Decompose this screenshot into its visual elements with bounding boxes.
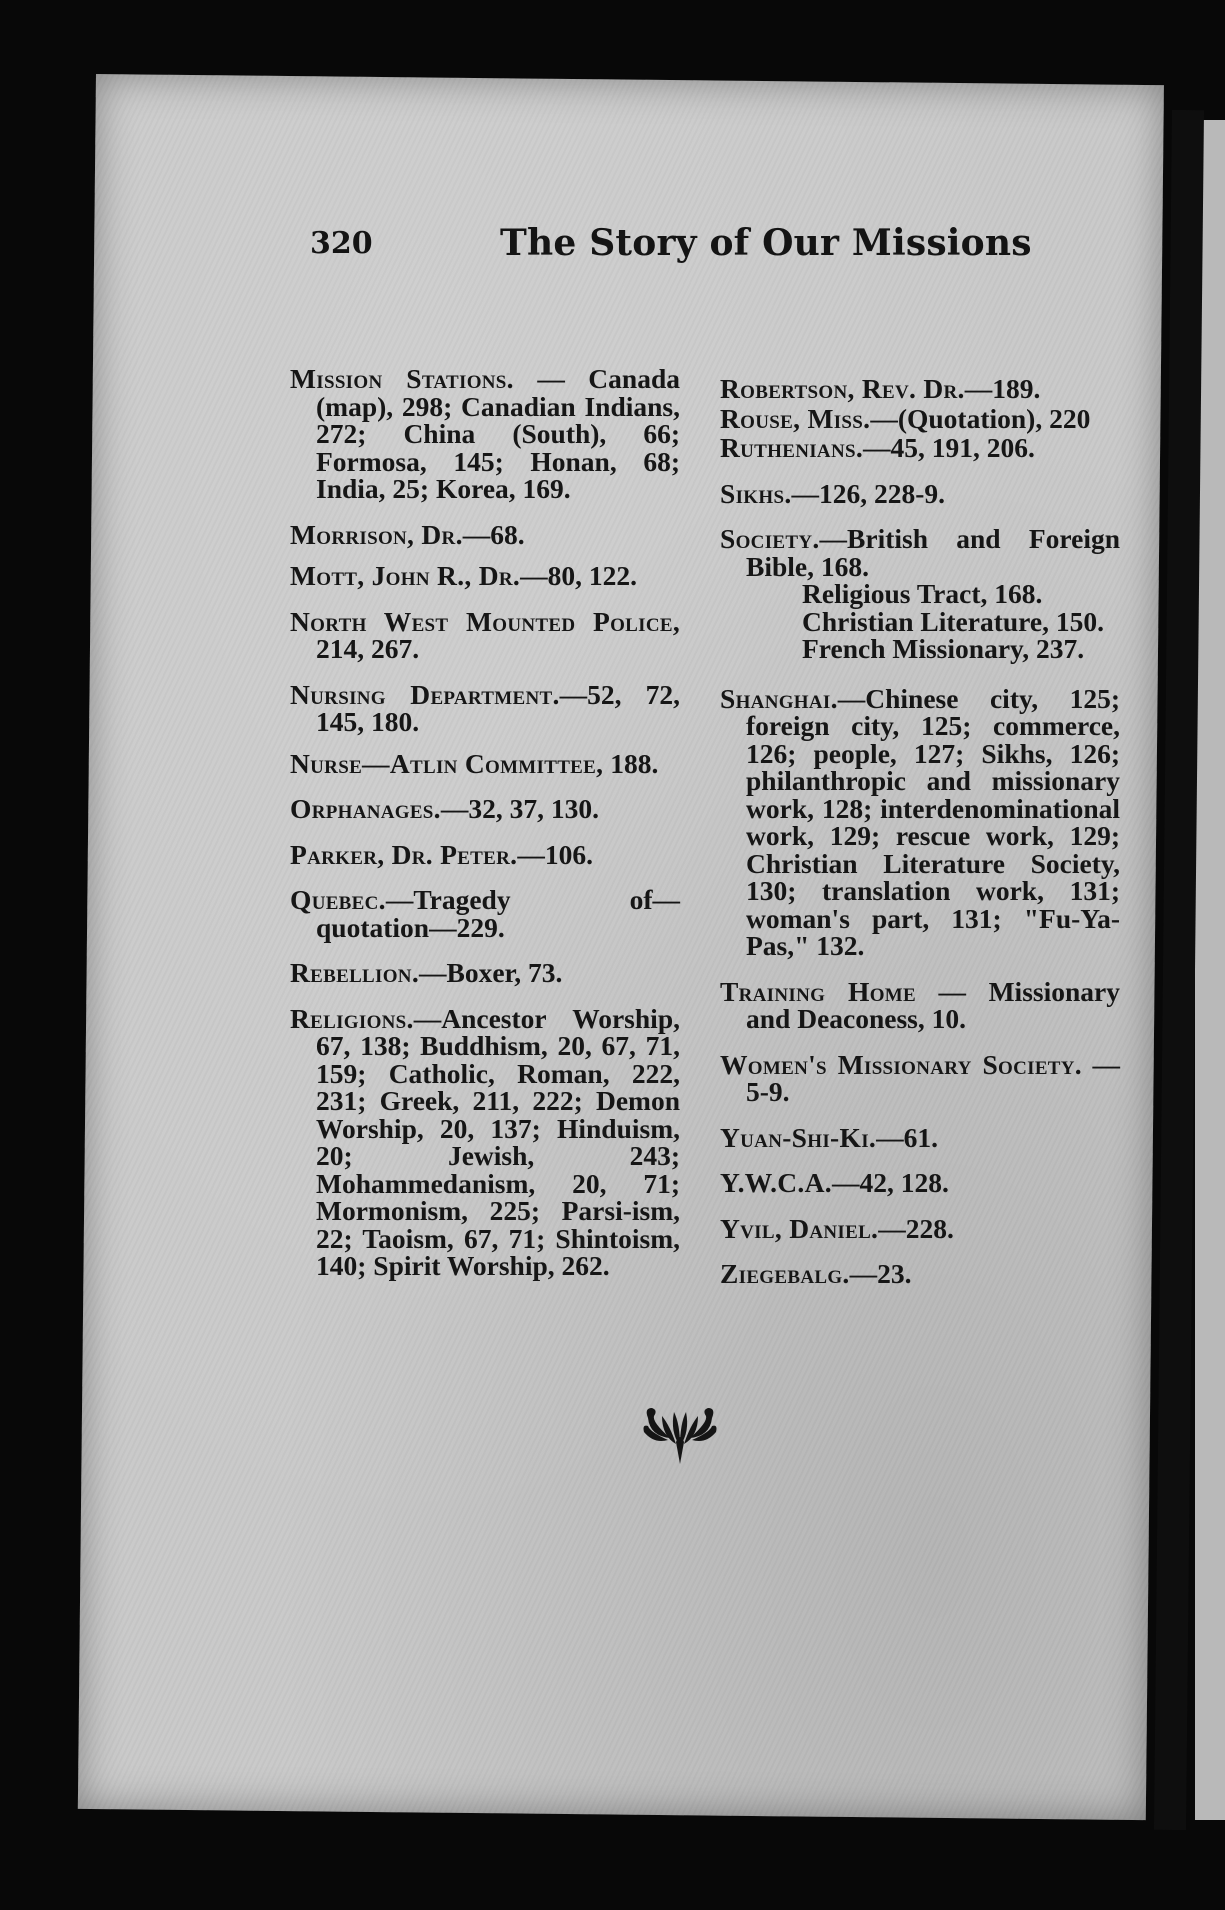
index-entry: Sikhs.—126, 228-9. [720,477,946,509]
index-entry: Rebellion.—Boxer, 73. [290,957,563,988]
index-entry: Quebec.—Tragedy of—quotation—229. [290,884,680,943]
index-entry-society: Society.—British and Foreign Bible, 168. Religious Tract, 168. Christian Literature, 150. French Missionary, 237. [720,523,1120,664]
index-entry: Parker, Dr. Peter.—106. [290,838,593,870]
subentry: French Missionary, 237. [802,633,1085,664]
index-entry: Training Home — Missionary and Deaconess, 10. [720,975,1120,1034]
index-entry: Robertson, Rev. Dr.—189. [720,373,1041,404]
index-entry: Yuan-Shi-Ki.—61. [720,1121,938,1153]
index-entry: Nursing Department.—52, 72, 145, 180. [290,678,681,737]
index-entry: Mott, John R., Dr.—80, 122. [290,560,637,591]
fleuron-icon [640,1402,720,1466]
index-entry: Morrison, Dr.—68. [290,518,525,550]
running-title: The Story of Our Missions [500,222,1032,264]
index-entry: Women's Missionary Society. —5-9. [720,1048,1120,1107]
index-entry: North West Mounted Police, 214, 267. [290,605,680,664]
index-entry: Nurse—Atlin Committee, 188. [290,747,659,779]
index-entry: Shanghai.—Chinese city, 125; foreign city, 125; commerce, 126; people, 127; Sikhs, 126; philanthropic and missionary work, 128; interdenominational work, 129; rescue work, 129; Christian Literature Society, 130; translation work, 131; woman's part, 131; "Fu-Ya-Pas," 132. [720,682,1120,961]
subentry: Religious Tract, 168. [802,578,1043,609]
subentry: Christian Literature, 150. [802,605,1104,637]
index-entry: Ziegebalg.—23. [720,1258,912,1289]
index-column-right [720,375,1120,1306]
index-entry: Religions.—Ancestor Worship, 67, 138; Buddhism, 20, 67, 71, 159; Catholic, Roman, 222, 231; Greek, 211, 222; Demon Worship, 20, 137; Hinduism, 20; Jewish, 243; Mohammedanism, 20, 71; Mormonism, 225; Parsi-ism, 22; Taoism, 67, 71; Shintoism, 140; Spirit Worship, 262. [290,1002,680,1281]
page-header [310,222,1050,272]
index-entry: Ruthenians.—45, 191, 206. [720,432,1035,463]
index-entry: Yvil, Daniel.—228. [720,1212,954,1244]
index-entry: Orphanages.—32, 37, 130. [290,793,599,824]
index-entry: Rouse, Miss.—(Quotation), 220 [720,402,1091,434]
index-entry: Mission Stations. — Canada (map), 298; Canadian Indians, 272; China (South), 66; Formosa, 145; Honan, 68; India, 25; Korea, 169. [290,363,681,504]
page-number: 320 [310,226,373,261]
index-entry: Y.W.C.A.—42, 128. [720,1167,949,1198]
index-column-left [290,365,680,1298]
